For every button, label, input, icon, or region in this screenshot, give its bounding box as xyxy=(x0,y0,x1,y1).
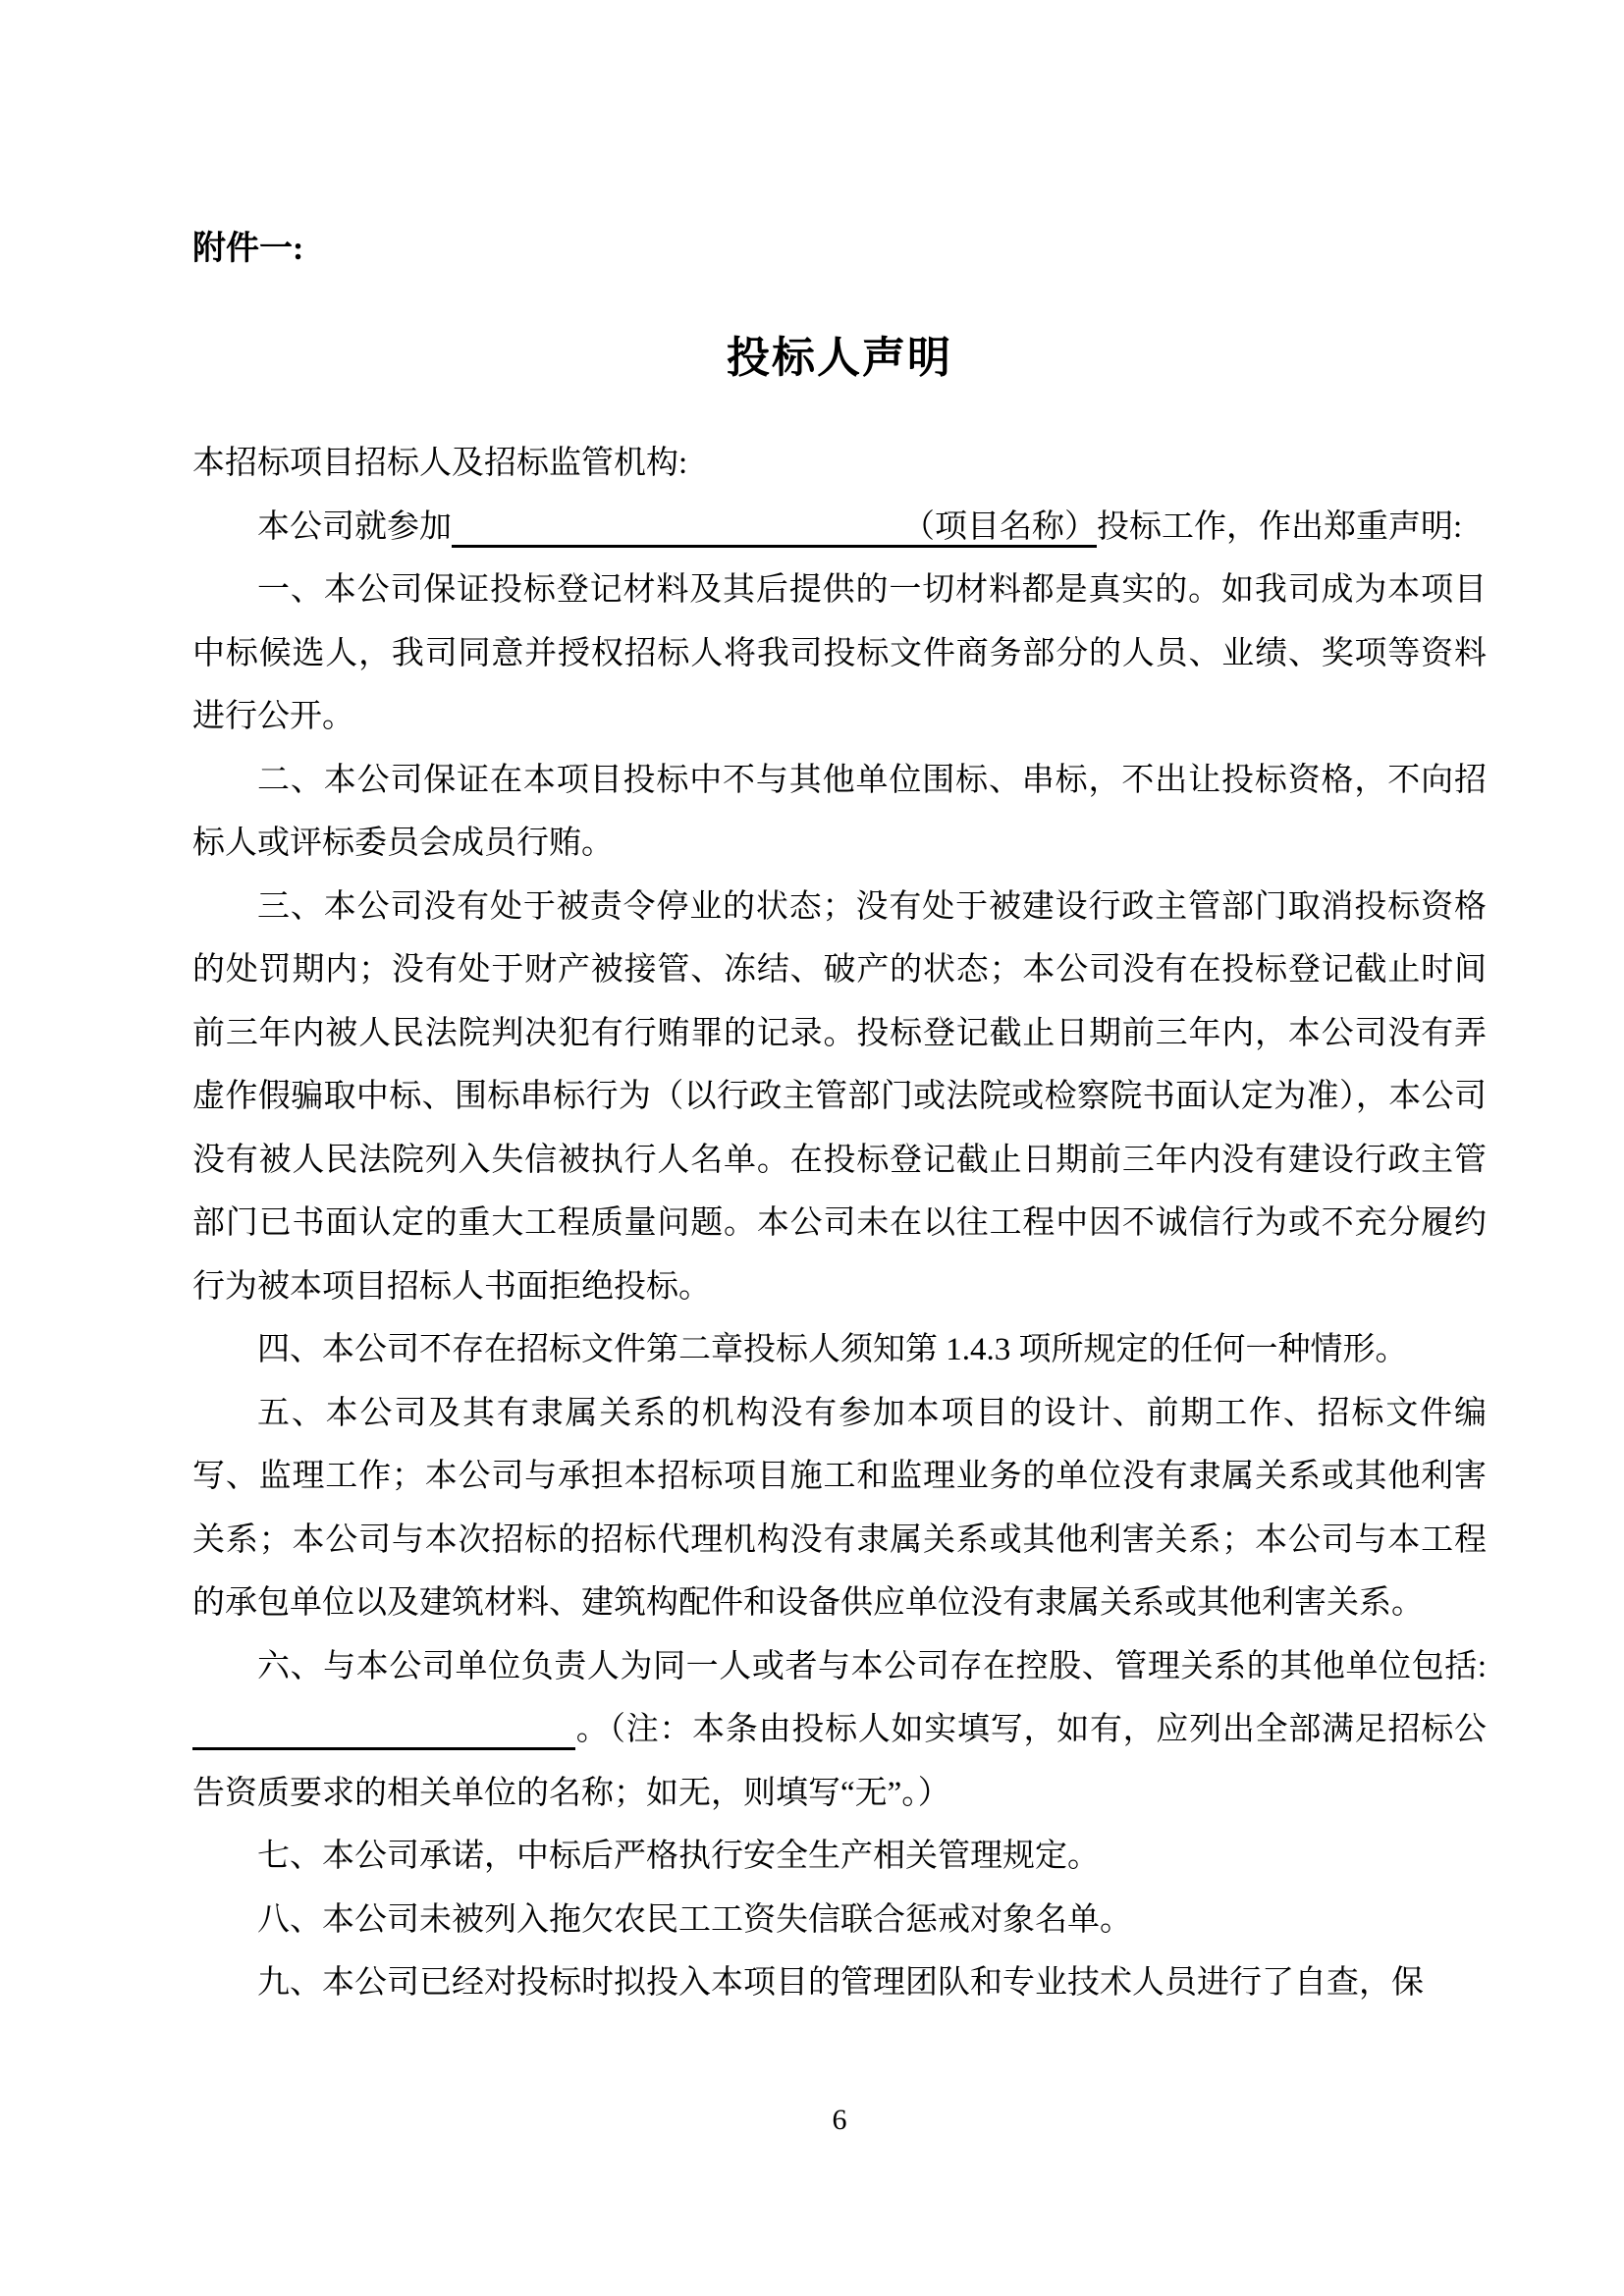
clause-6-suffix: 。（注：本条由投标人如实填写，如有，应列出全部满足招标公告资质要求的相关单位的名称；如无，则填写“无”。） xyxy=(192,1712,1487,1811)
clause-5: 五、本公司及其有隶属关系的机构没有参加本项目的设计、前期工作、招标文件编写、监理工作；本公司与承担本招标项目施工和监理业务的单位没有隶属关系或其他利害关系；本公司与本次招标的招标代理机构没有隶属关系或其他利害关系；本公司与本工程的承包单位以及建筑材料、建筑构配件和设备供应单位没有隶属关系或其他利害关系。 xyxy=(192,1395,1487,1621)
clause-9: 九、本公司已经对投标时拟投入本项目的管理团队和专业技术人员进行了自查，保 xyxy=(257,1965,1424,2001)
participation-line xyxy=(192,496,1487,560)
project-name-underline xyxy=(452,509,1097,548)
attachment-label: 附件一: xyxy=(192,231,304,267)
page-title: 投标人声明 xyxy=(727,334,952,382)
clause-4: 四、本公司不存在招标文件第二章投标人须知第 1.4.3 项所规定的任何一种情形。 xyxy=(257,1332,1408,1367)
clause-2: 二、本公司保证在本项目投标中不与其他单位围标、串标，不出让投标资格，不向招标人或评标委员会成员行贿。 xyxy=(192,762,1487,861)
project-name-label: （项目名称） xyxy=(902,508,1097,545)
participation-prefix: 本公司就参加 xyxy=(257,508,452,545)
clause-3: 三、本公司没有处于被责令停业的状态；没有处于被建设行政主管部门取消投标资格的处罚期内；没有处于财产被接管、冻结、破产的状态；本公司没有在投标登记截止时间前三年内被人民法院判决犯有行贿罪的记录。投标登记截止日期前三年内，本公司没有弄虚作假骗取中标、围标串标行为（以行政主管部门或法院或检察院书面认定为准），本公司没有被人民法院列入失信被执行人名单。在投标登记截止日期前三年内没有建设行政主管部门已书面认定的重大工程质量问题。本公司未在以往工程中因不诚信行为或不充分履约行为被本项目招标人书面拒绝投标。 xyxy=(192,888,1487,1305)
clause-6-prefix: 六、与本公司单位负责人为同一人或者与本公司存在控股、管理关系的其他单位包括: xyxy=(257,1648,1487,1684)
clause-1: 一、本公司保证投标登记材料及其后提供的一切材料都是真实的。如我司成为本项目中标候选人，我司同意并授权招标人将我司投标文件商务部分的人员、业绩、奖项等资料进行公开。 xyxy=(192,572,1487,734)
clause-8: 八、本公司未被列入拖欠农民工工资失信联合惩戒对象名单。 xyxy=(257,1901,1132,1938)
intro-line: 本招标项目招标人及招标监管机构: xyxy=(192,446,688,481)
clause-7: 七、本公司承诺，中标后严格执行安全生产相关管理规定。 xyxy=(257,1839,1100,1874)
related-units-underline xyxy=(192,1712,575,1750)
participation-suffix: 投标工作，作出郑重声明: xyxy=(1097,508,1463,545)
page-number: 6 xyxy=(832,2103,847,2136)
clause-6 xyxy=(192,1635,1487,1826)
